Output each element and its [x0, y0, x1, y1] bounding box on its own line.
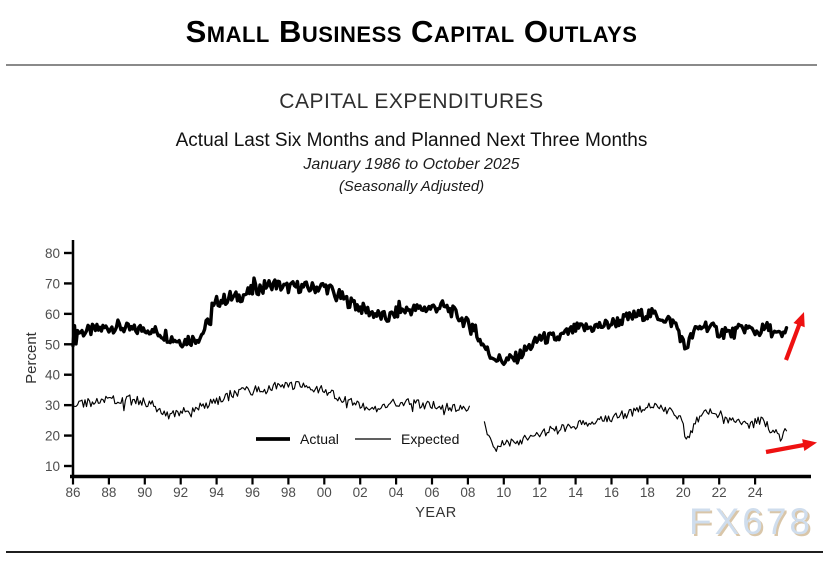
x-tick-label: 14 [568, 485, 584, 500]
x-axis-title: YEAR [415, 505, 457, 521]
chart-period: January 1986 to October 2025 [303, 156, 520, 173]
x-tick-label: 90 [137, 485, 153, 500]
top-divider-line [6, 64, 817, 66]
chart-subtitle: Actual Last Six Months and Planned Next Three Months [175, 130, 648, 151]
y-tick-label: 60 [44, 306, 60, 322]
x-tick-label: 86 [65, 485, 81, 500]
y-tick-label: 80 [44, 246, 60, 261]
x-tick-label: 10 [496, 485, 512, 500]
expected-trend-arrow-shaft [766, 444, 808, 452]
x-tick-label: 02 [352, 485, 368, 500]
y-axis-title: Percent [23, 332, 40, 384]
x-tick-label: 04 [388, 485, 404, 500]
x-tick-label: 06 [424, 485, 440, 500]
x-tick-label: 22 [711, 485, 727, 500]
bottom-divider-line [6, 551, 823, 553]
chart-title: CAPITAL EXPENDITURES [279, 90, 544, 113]
x-tick-label: 18 [639, 485, 655, 500]
legend-label-expected: Expected [401, 431, 460, 447]
expected-trend-arrow-head [802, 439, 817, 451]
x-tick-label: 98 [280, 485, 296, 500]
x-tick-label: 08 [460, 485, 476, 500]
x-tick-label: 96 [244, 485, 261, 500]
chart-adjustment-note: (Seasonally Adjusted) [338, 178, 485, 195]
y-tick-label: 30 [44, 398, 60, 414]
x-tick-label: 20 [675, 485, 691, 500]
series-line-actual [73, 278, 787, 364]
x-tick-label: 24 [747, 485, 763, 500]
y-tick-label: 70 [44, 276, 60, 292]
legend-label-actual: Actual [300, 431, 339, 447]
page-title: Small Business Capital Outlays [185, 14, 638, 49]
x-tick-label: 88 [101, 485, 117, 500]
x-tick-label: 16 [603, 485, 620, 500]
x-tick-label: 92 [173, 485, 189, 500]
y-tick-label: 10 [44, 459, 60, 474]
actual-trend-arrow-shaft [786, 320, 801, 360]
watermark: FX678 [688, 501, 813, 542]
actual-trend-arrow-head [793, 312, 804, 327]
y-tick-label: 50 [44, 337, 60, 353]
x-tick-label: 12 [532, 485, 548, 500]
y-tick-label: 40 [44, 367, 60, 383]
y-tick-label: 20 [44, 428, 60, 444]
capex-line-chart [0, 228, 823, 528]
x-tick-label: 00 [316, 485, 332, 500]
x-tick-label: 94 [209, 485, 225, 500]
